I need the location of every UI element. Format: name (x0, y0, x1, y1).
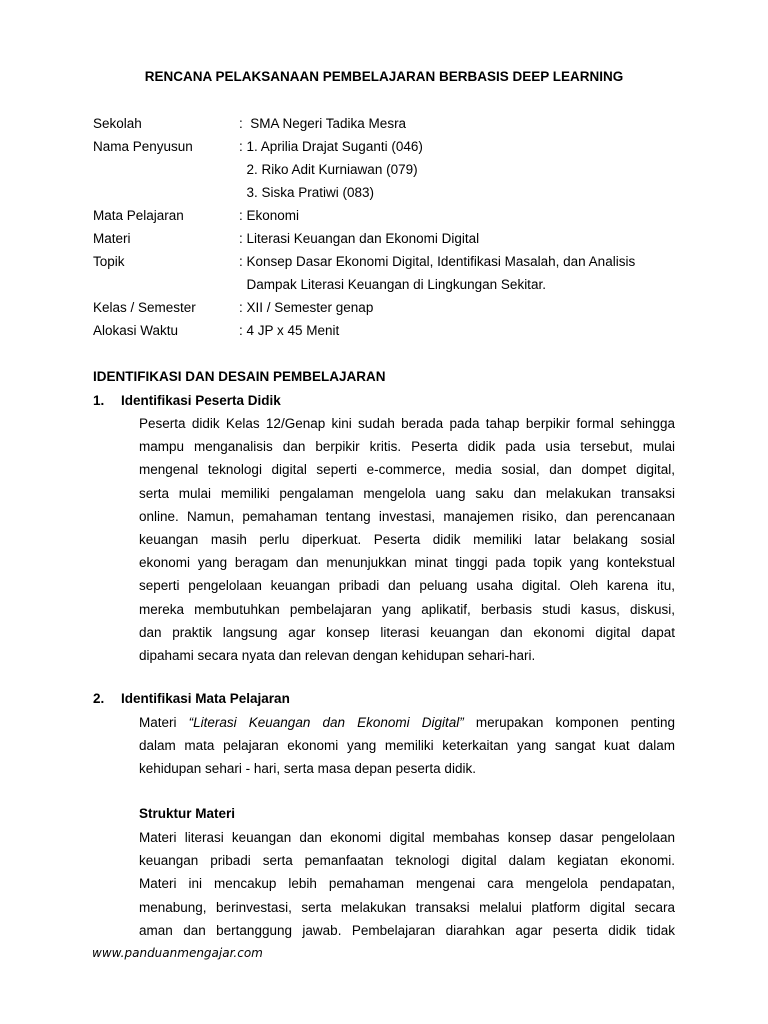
section2-paragraph (139, 711, 675, 781)
paragraph-line: online. Namun, pemahaman tentang investasi, manajemen risiko, dan perencanaan (139, 508, 675, 524)
sub-heading-struktur-materi: Struktur Materi (139, 806, 236, 821)
document-title: RENCANA PELAKSANAAN PEMBELAJARAN BERBASIS DEEP LEARNING (144, 69, 624, 84)
paragraph-line: dipahami secara nyata dan relevan dengan kehidupan sehari-hari. (139, 647, 536, 663)
identity-label: Alokasi Waktu (93, 323, 179, 338)
identity-value: : SMA Negeri Tadika Mesra (239, 116, 407, 131)
paragraph-line: Materi literasi keuangan dan ekonomi digital membahas konsep dasar pengelolaan (139, 830, 675, 845)
paragraph-line: dalam mata pelajaran ekonomi yang memiliki keterkaitan yang sangat kuat dalam (139, 738, 675, 754)
paragraph-line: aman dan bertanggung jawab. Pembelajaran diarahkan agar peserta didik tidak (139, 922, 675, 938)
section1-heading: Identifikasi Peserta Didik (121, 393, 281, 408)
identity-label: Topik (93, 254, 125, 269)
paragraph-line: seperti pengelolaan keuangan pribadi dan peluang usaha digital. Oleh karena itu, (139, 578, 675, 594)
identity-label: Sekolah (93, 116, 142, 131)
paragraph-line: mengenal teknologi digital seperti e-commerce, media sosial, dan dompet digital, (139, 462, 675, 478)
identity-value: : XII / Semester genap (239, 300, 374, 315)
intro-suffix: merupakan komponen penting (463, 715, 675, 730)
section2-intro-line (139, 711, 675, 734)
identity-value: : 4 JP x 45 Menit (239, 323, 340, 338)
paragraph-line: keuangan masih perlu diperkuat. Peserta didik memiliki latar belakang sosial (139, 531, 675, 547)
identity-value: : 1. Aprilia Drajat Suganti (046) (239, 139, 423, 154)
section1-number: 1. (93, 393, 105, 408)
section1-paragraph (139, 412, 675, 667)
paragraph-line: serta mulai memiliki pengalaman mengelola uang saku dan melakukan transaksi (139, 485, 675, 501)
identity-label: Mata Pelajaran (93, 208, 184, 223)
identity-value: : Literasi Keuangan dan Ekonomi Digital (239, 231, 480, 246)
identity-label: Nama Penyusun (93, 139, 193, 154)
section2-lines (139, 734, 675, 780)
footer-url: www.panduanmengajar.com (92, 946, 263, 960)
paragraph-line: dan praktik langsung agar konsep literasi keuangan dan ekonomi digital dapat (139, 624, 675, 640)
paragraph-line: kehidupan sehari - hari, serta masa depan peserta didik. (139, 761, 476, 777)
section2-heading: Identifikasi Mata Pelajaran (121, 691, 290, 706)
intro-italic-title: “Literasi Keuangan dan Ekonomi Digital” (188, 715, 464, 730)
identity-label: Materi (93, 231, 131, 246)
paragraph-line: ekonomi yang beragam dan menunjukkan minat tinggi pada topik yang kontekstual (139, 555, 675, 571)
identity-value: 2. Riko Adit Kurniawan (079) (239, 162, 418, 177)
paragraph-line: keuangan pribadi serta pemanfaatan teknologi digital dalam kegiatan ekonomi. (139, 853, 675, 869)
identity-value: Dampak Literasi Keuangan di Lingkungan Sekitar. (239, 277, 546, 292)
identity-value: : Konsep Dasar Ekonomi Digital, Identifikasi Masalah, dan Analisis (239, 254, 636, 269)
section2-number: 2. (93, 691, 105, 706)
identity-value: 3. Siska Pratiwi (083) (239, 185, 375, 200)
paragraph-line: mampu menganalisis dan berpikir kritis. Peserta didik pada usia tersebut, mulai (139, 439, 675, 455)
struktur-materi-paragraph (139, 826, 675, 942)
paragraph-line: Materi ini mencakup lebih pemahaman mengenai cara mengelola pendapatan, (139, 876, 675, 892)
paragraph-line: mereka membutuhkan pembelajaran yang aplikatif, berbasis studi kasus, diskusi, (139, 601, 675, 617)
intro-prefix: Materi (139, 715, 189, 730)
paragraph-line: Peserta didik Kelas 12/Genap kini sudah berada pada tahap berpikir formal sehingga (139, 416, 675, 431)
identity-value: : Ekonomi (239, 208, 300, 223)
section-heading: IDENTIFIKASI DAN DESAIN PEMBELAJARAN (93, 369, 386, 384)
paragraph-line: menabung, berinvestasi, serta melakukan transaksi melalui platform digital secara (139, 899, 675, 915)
identity-label: Kelas / Semester (93, 300, 196, 315)
